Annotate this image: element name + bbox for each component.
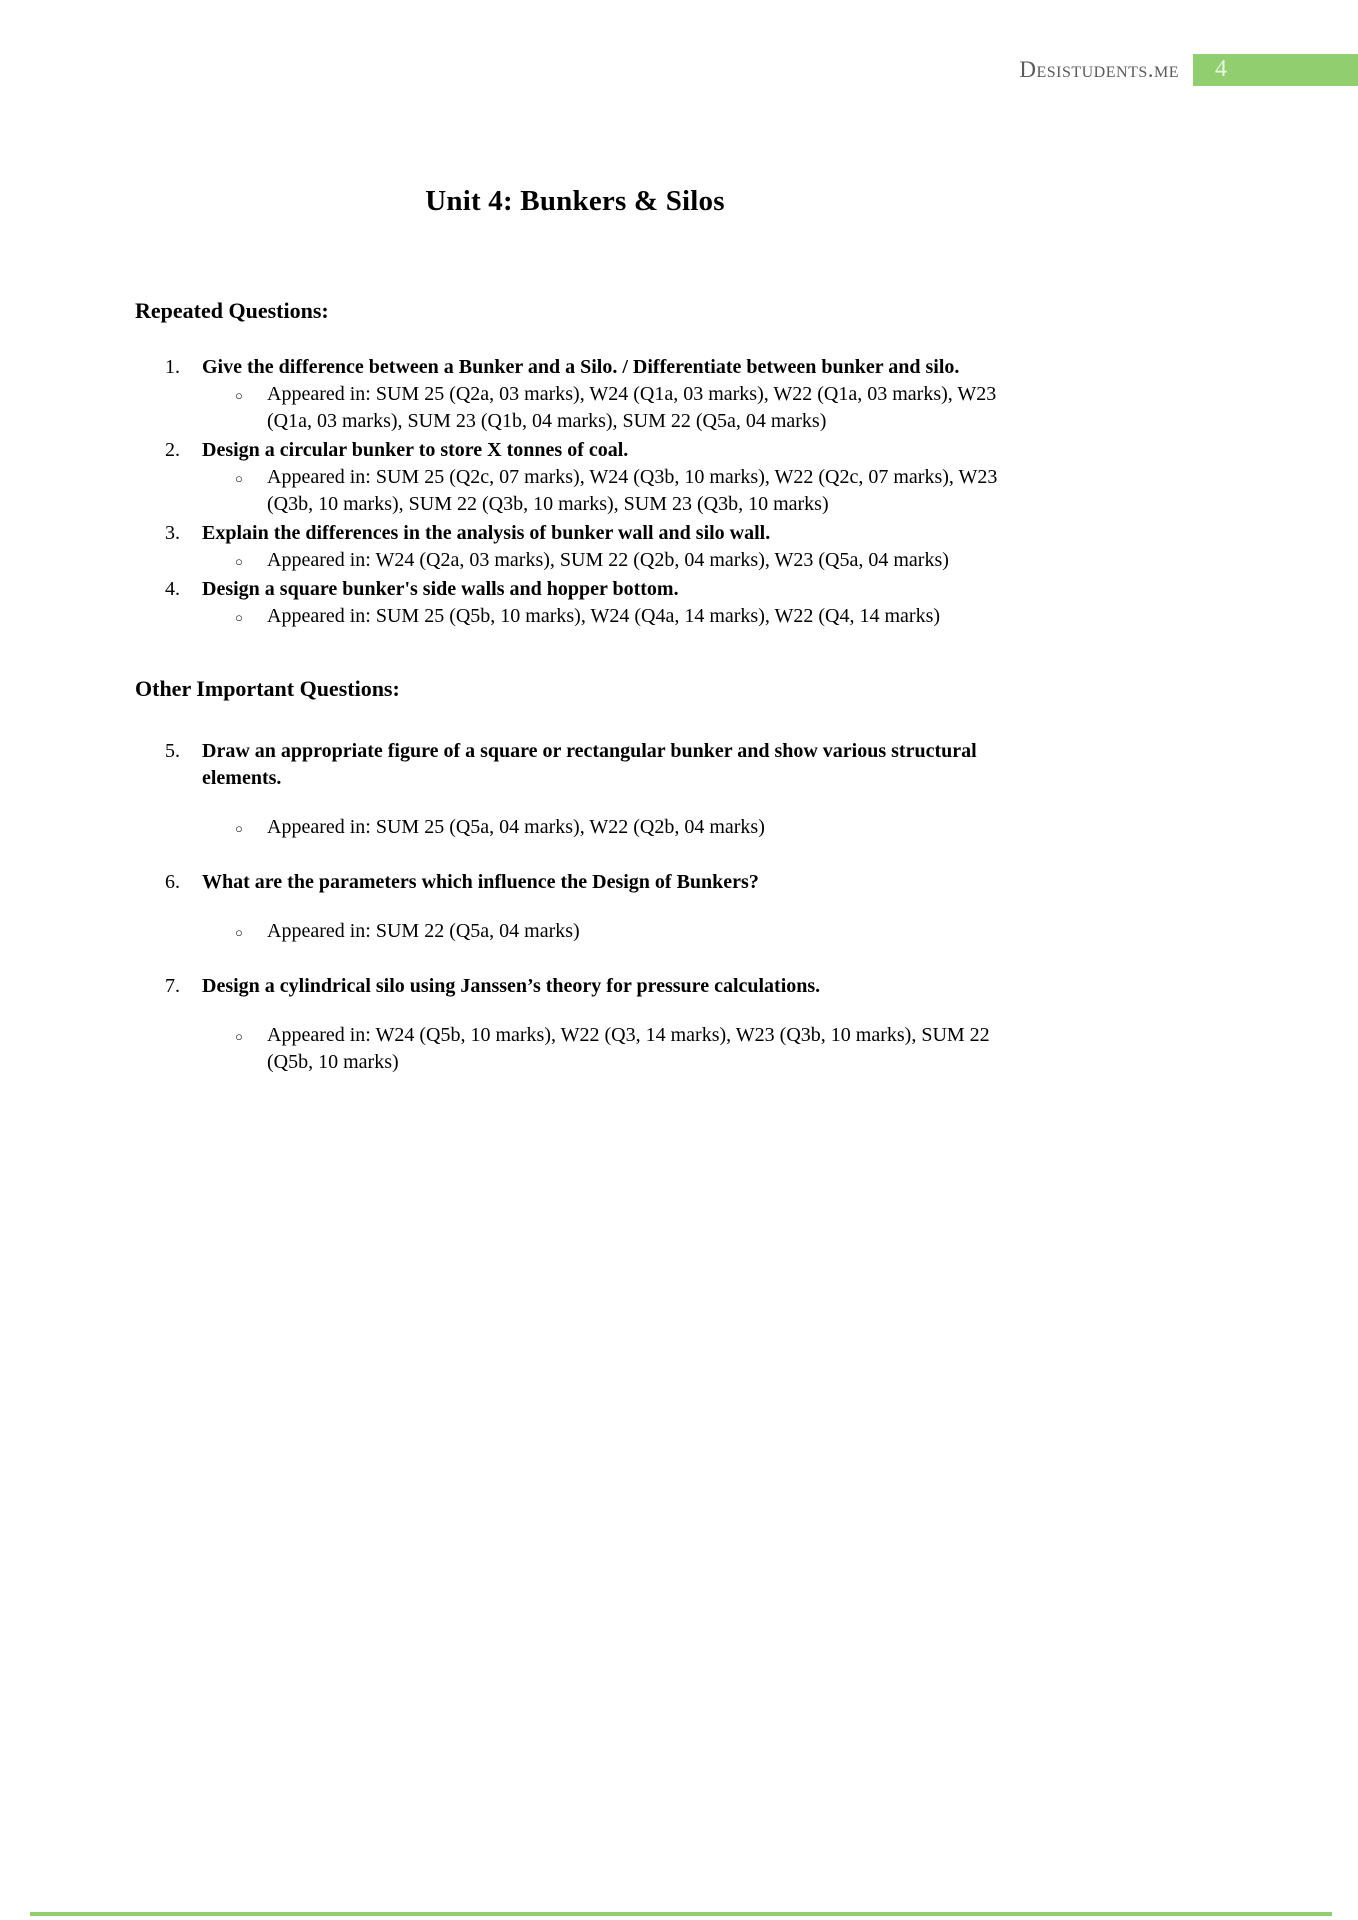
appeared-bullet bbox=[202, 814, 1015, 841]
other-important-questions-list bbox=[135, 738, 1015, 1076]
circle-bullet-icon: ○ bbox=[235, 471, 243, 486]
question-text: Draw an appropriate figure of a square or rectangular bunker and show various structural elements. bbox=[202, 740, 977, 789]
circle-bullet-icon: ○ bbox=[235, 1029, 243, 1044]
appeared-text: Appeared in: SUM 25 (Q5a, 04 marks), W22 (Q2b, 04 marks) bbox=[267, 816, 765, 838]
question-item bbox=[135, 869, 1015, 945]
page-header bbox=[0, 0, 1358, 86]
circle-bullet-icon: ○ bbox=[235, 925, 243, 940]
appeared-bullet bbox=[202, 1022, 1015, 1076]
item-number: 6. bbox=[165, 871, 180, 893]
question-item bbox=[135, 354, 1015, 435]
footer-rule bbox=[30, 1912, 1332, 1916]
appeared-text: Appeared in: SUM 25 (Q2a, 03 marks), W24 (Q1a, 03 marks), W22 (Q1a, 03 marks), W23 (Q1a, 03 marks), SUM 23 (Q1b, 04 marks), SUM 22 (Q5a, 04 marks) bbox=[267, 383, 997, 432]
question-text: Design a cylindrical silo using Janssen’s theory for pressure calculations. bbox=[202, 975, 821, 997]
appeared-text: Appeared in: SUM 22 (Q5a, 04 marks) bbox=[267, 920, 580, 942]
circle-bullet-icon: ○ bbox=[235, 388, 243, 403]
section-heading-other-important-questions: Other Important Questions: bbox=[135, 676, 400, 701]
page-number-badge bbox=[1193, 54, 1358, 86]
appeared-bullet bbox=[202, 381, 1015, 435]
appeared-text: Appeared in: W24 (Q5b, 10 marks), W22 (Q3, 14 marks), W23 (Q3b, 10 marks), SUM 22 (Q5b, 10 marks) bbox=[267, 1024, 990, 1073]
page-number: 4 bbox=[1215, 56, 1227, 82]
appeared-text: Appeared in: SUM 25 (Q5b, 10 marks), W24 (Q4a, 14 marks), W22 (Q4, 14 marks) bbox=[267, 605, 941, 627]
circle-bullet-icon: ○ bbox=[235, 610, 243, 625]
question-text: Design a circular bunker to store X tonnes of coal. bbox=[202, 439, 629, 461]
appeared-text: Appeared in: W24 (Q2a, 03 marks), SUM 22 (Q2b, 04 marks), W23 (Q5a, 04 marks) bbox=[267, 549, 949, 571]
item-number: 4. bbox=[165, 578, 180, 600]
circle-bullet-icon: ○ bbox=[235, 821, 243, 836]
circle-bullet-icon: ○ bbox=[235, 554, 243, 569]
question-text: Explain the differences in the analysis of bunker wall and silo wall. bbox=[202, 522, 771, 544]
item-number: 5. bbox=[165, 740, 180, 762]
appeared-bullet bbox=[202, 464, 1015, 518]
question-text: What are the parameters which influence the Design of Bunkers? bbox=[202, 871, 759, 893]
appeared-bullet bbox=[202, 547, 1015, 574]
document-body bbox=[135, 185, 1015, 1076]
question-text: Design a square bunker's side walls and hopper bottom. bbox=[202, 578, 679, 600]
document-title: Unit 4: Bunkers & Silos bbox=[425, 185, 725, 217]
item-number: 7. bbox=[165, 975, 180, 997]
appeared-text: Appeared in: SUM 25 (Q2c, 07 marks), W24 (Q3b, 10 marks), W22 (Q2c, 07 marks), W23 (Q3b, 10 marks), SUM 22 (Q3b, 10 marks), SUM 23 (Q3b, 10 marks) bbox=[267, 466, 998, 515]
question-text: Give the difference between a Bunker and a Silo. / Differentiate between bunker and silo. bbox=[202, 356, 960, 378]
site-name: Desistudents.me bbox=[1019, 57, 1179, 82]
question-item bbox=[135, 973, 1015, 1076]
question-item bbox=[135, 738, 1015, 841]
item-number: 3. bbox=[165, 522, 180, 544]
appeared-bullet bbox=[202, 603, 1015, 630]
item-number: 1. bbox=[165, 356, 180, 378]
question-item bbox=[135, 437, 1015, 518]
repeated-questions-list bbox=[135, 354, 1015, 630]
question-item bbox=[135, 576, 1015, 630]
item-number: 2. bbox=[165, 439, 180, 461]
section-heading-repeated-questions: Repeated Questions: bbox=[135, 298, 329, 323]
appeared-bullet bbox=[202, 918, 1015, 945]
question-item bbox=[135, 520, 1015, 574]
